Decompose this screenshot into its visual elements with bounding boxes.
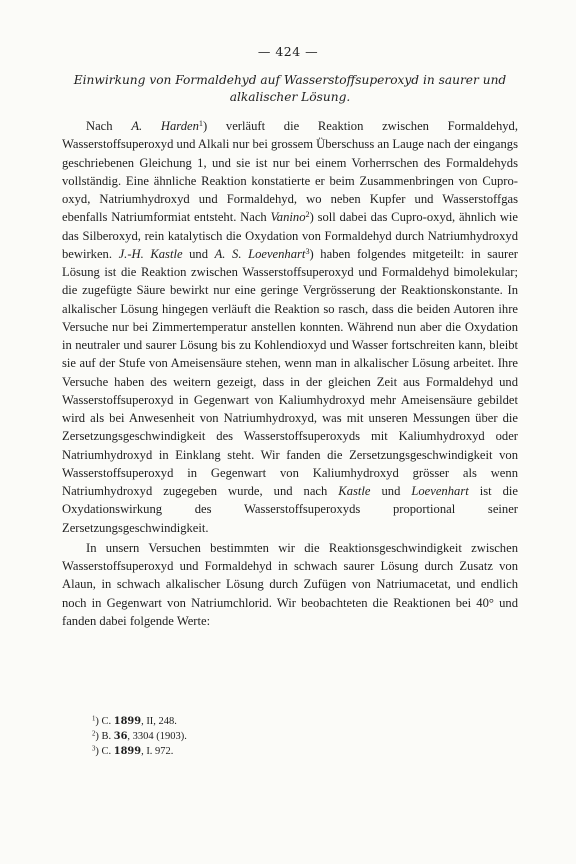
- footnote-ref-1: 1: [198, 118, 203, 128]
- paragraph-1: [62, 117, 518, 537]
- footnote-source: ) C.: [95, 746, 114, 757]
- author-loevenhart-2: Loevenhart: [411, 484, 469, 498]
- footnote-source: ) B.: [95, 731, 114, 742]
- author-loevenhart: A. S. Loevenhart: [214, 246, 306, 261]
- footnote-rest: , II, 248.: [141, 716, 177, 727]
- footnote-marker: 1: [92, 715, 96, 723]
- footnote-year: 1899: [113, 716, 142, 727]
- title-line-2: alkalischer Lösung.: [229, 90, 351, 104]
- footnotes: [92, 714, 392, 759]
- footnote-ref-3: 3: [305, 246, 310, 256]
- footnote-year: 1899: [113, 746, 142, 757]
- author-kastle-2: Kastle: [338, 484, 371, 498]
- title-line-1: Einwirkung von Formaldehyd auf Wasserstoffsuperoxyd in saurer und: [73, 73, 507, 87]
- footnote-year: 36: [113, 731, 128, 742]
- footnote-rest: , 3304 (1903).: [127, 731, 187, 742]
- text-run: und: [370, 484, 412, 498]
- text-run: und: [182, 246, 215, 261]
- text-run: ist die Oxydationswirkung des Wasserstoffsuperoxyds proportional seiner Zersetzungsgeschwindigkeit.: [62, 484, 518, 535]
- section-title: [62, 72, 518, 106]
- footnote-1: [92, 714, 392, 729]
- text-run: ) verläuft die Reaktion zwischen Formaldehyd, Wasserstoffsuperoxyd und Alkali nur bei grossem Überschuss an Lauge nach der eingangs geschriebenen Gleichung 1, und sie ist nur bei einem Vorherrschen des Formaldehyds vollständig. Eine ähnliche Reaktion konstatierte er beim Zusammenbringen von Cupro-oxyd, Natriumhydroxyd und Formaldehyd, wo neben Kupfer und Wasserstoffgas ebenfalls Natriumformiat entsteht. Nach: [62, 119, 518, 225]
- page-number: — 424 —: [257, 44, 319, 59]
- footnote-3: [92, 744, 392, 759]
- footnote-ref-2: 2: [305, 210, 310, 220]
- author-vanino: Vanino: [270, 210, 306, 225]
- text-run: ) soll dabei das Cupro-oxyd, ähnlich wie das Silberoxyd, rein katalytisch die Oxydation von Formaldehyd durch Natriumhydroxyd bewirken.: [62, 210, 518, 261]
- footnote-marker: 2: [92, 730, 96, 738]
- author-harden: A. Harden: [131, 119, 199, 133]
- body-text: [62, 117, 518, 630]
- footnote-rest: , I. 972.: [141, 746, 174, 757]
- paragraph-2: In unsern Versuchen bestimmten wir die Reaktionsgeschwindigkeit zwischen Wasserstoffsuperoxyd und Formaldehyd in schwach saurer Lösung durch Zusatz von Alaun, in schwach alkalischer Lösung durch Zufügen von Natriumacetat, und endlich noch in Gegenwart von Natriumchlorid. Wir beobachteten die Reaktionen bei 40° und fanden dabei folgende Werte:: [62, 540, 518, 628]
- footnote-2: [92, 729, 392, 744]
- text-run: ) haben folgendes mitgeteilt: in saurer Lösung ist die Reaktion zwischen Wasserstoffsuperoxyd und Formaldehyd bimolekular; die zugefügte Säure bewirkt nur eine geringe Vergrösserung der Reaktionskonstante. In alkalischer Lösung hingegen verläuft die Reaktion so rasch, dass die beiden Autoren ihre Versuche nur bei Zimmertemperatur anstellen konnten. Während nun aber die Oxydation in neutraler und saurer Lösung bis zu Kohlendioxyd und Wasser fortschreiten kann, bleibt sie auf der Stufe von Ameisensäure stehen, wenn man in alkalischer Lösung arbeitet. Ihre Versuche haben des weitern gezeigt, dass in der gleichen Zeit aus Formaldehyd und Wasserstoffsuperoxyd in Gegenwart von Kaliumhydroxyd mehr Ameisensäure gebildet wird als bei Anwesenheit von Natriumhydroxyd, was mit unseren Messungen über die Zersetzungsgeschwindigkeit des Wasserstoffsuperoxyds mit Kaliumhydroxyd oder Natriumhydroxyd in Einklang steht. Wir fanden die Zersetzungsgeschwindigkeit von Wasserstoffsuperoxyd in Gegenwart von Kaliumhydroxyd grösser als wenn Natriumhydroxyd zugegeben wurde, und nach: [62, 246, 519, 498]
- author-kastle: J.-H. Kastle: [118, 246, 183, 261]
- text-run: Nach: [86, 119, 132, 133]
- footnote-source: ) C.: [95, 716, 114, 727]
- footnote-marker: 3: [92, 745, 96, 753]
